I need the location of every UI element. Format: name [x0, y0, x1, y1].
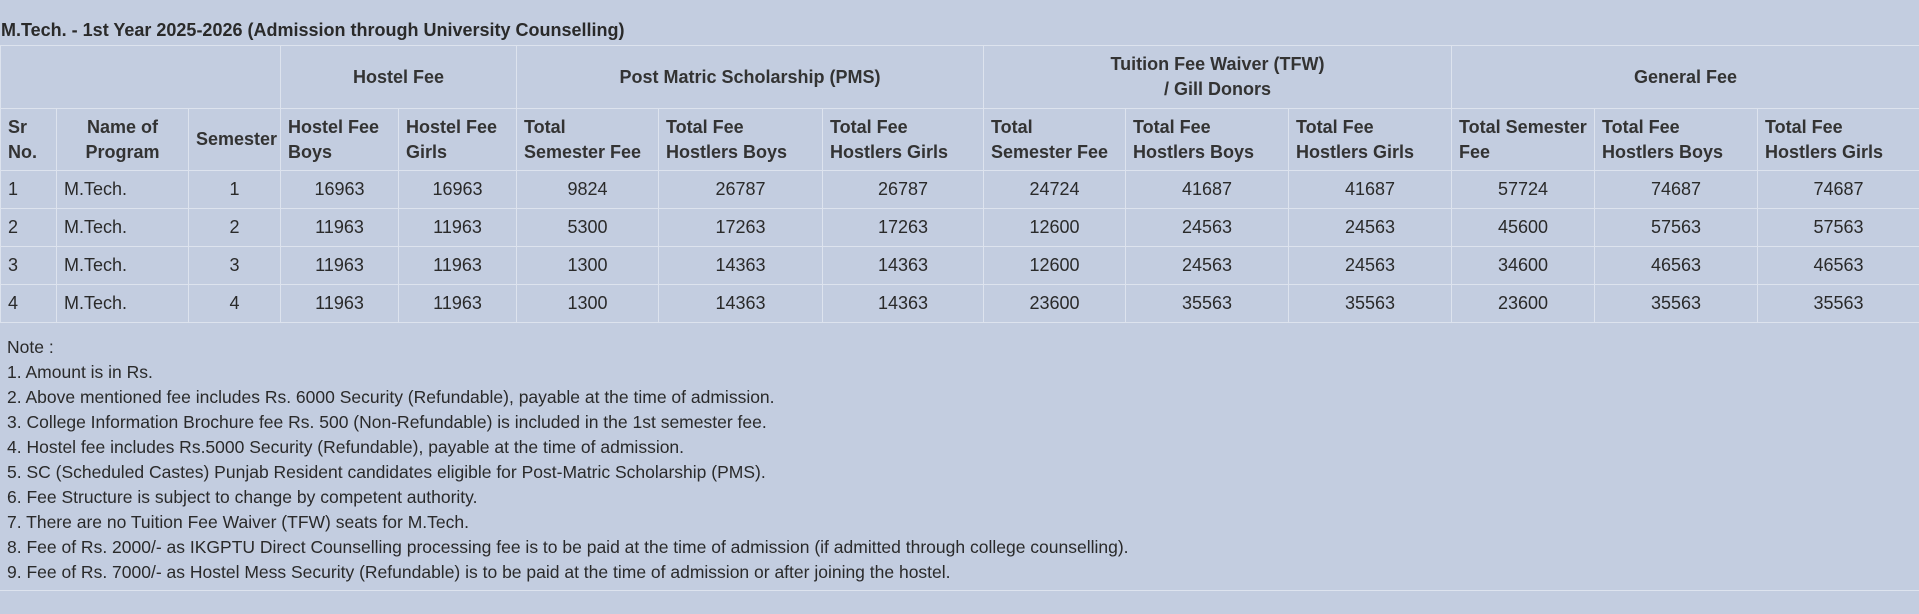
cell-tfw-total: 23600 — [984, 285, 1126, 323]
cell-program: M.Tech. — [57, 285, 189, 323]
table-row — [1, 247, 1919, 285]
cell-pms-boys: 26787 — [659, 171, 823, 209]
cell-gen-girls: 35563 — [1758, 285, 1919, 323]
column-header-pms-total: Total Semester Fee — [517, 109, 659, 171]
cell-sr: 3 — [1, 247, 57, 285]
cell-pms-total: 5300 — [517, 209, 659, 247]
group-header-hostel: Hostel Fee — [281, 46, 517, 109]
cell-program: M.Tech. — [57, 247, 189, 285]
cell-gen-boys: 46563 — [1595, 247, 1758, 285]
cell-tfw-girls: 35563 — [1289, 285, 1452, 323]
cell-program: M.Tech. — [57, 209, 189, 247]
table-row — [1, 209, 1919, 247]
cell-semester: 2 — [189, 209, 281, 247]
group-header-row — [1, 46, 1919, 109]
cell-pms-total: 9824 — [517, 171, 659, 209]
group-header-blank — [1, 46, 281, 109]
note-item: 5. SC (Scheduled Castes) Punjab Resident candidates eligible for Post-Matric Scholarship (PMS). — [7, 462, 766, 482]
group-header-general: General Fee — [1452, 46, 1919, 109]
column-header-gen-total: Total Semester Fee — [1452, 109, 1595, 171]
column-header-gen-boys: Total Fee Hostlers Boys — [1595, 109, 1758, 171]
note-item: 8. Fee of Rs. 2000/- as IKGPTU Direct Counselling processing fee is to be paid at the time of admission (if admitted through college counselling). — [7, 537, 1129, 557]
cell-hostel-boys: 11963 — [281, 285, 399, 323]
page-title: M.Tech. - 1st Year 2025-2026 (Admission through University Counselling) — [1, 20, 625, 40]
column-header-hostel-boys: Hostel Fee Boys — [281, 109, 399, 171]
cell-gen-girls: 74687 — [1758, 171, 1919, 209]
column-header-tfw-boys: Total Fee Hostlers Boys — [1126, 109, 1289, 171]
group-header-tfw-line2: / Gill Donors — [1164, 79, 1272, 99]
note-item: 1. Amount is in Rs. — [7, 362, 153, 382]
cell-pms-girls: 14363 — [823, 247, 984, 285]
cell-tfw-total: 12600 — [984, 209, 1126, 247]
bottom-divider — [0, 590, 1919, 591]
note-item: 3. College Information Brochure fee Rs. 500 (Non-Refundable) is included in the 1st semester fee. — [7, 412, 767, 432]
column-header-pms-boys: Total Fee Hostlers Boys — [659, 109, 823, 171]
cell-tfw-total: 12600 — [984, 247, 1126, 285]
cell-pms-total: 1300 — [517, 285, 659, 323]
cell-gen-girls: 46563 — [1758, 247, 1919, 285]
cell-sr: 4 — [1, 285, 57, 323]
cell-sr: 2 — [1, 209, 57, 247]
cell-semester: 4 — [189, 285, 281, 323]
column-header-hostel-girls: Hostel Fee Girls — [399, 109, 517, 171]
cell-tfw-boys: 24563 — [1126, 209, 1289, 247]
group-header-pms: Post Matric Scholarship (PMS) — [517, 46, 984, 109]
cell-hostel-boys: 11963 — [281, 209, 399, 247]
cell-pms-total: 1300 — [517, 247, 659, 285]
cell-pms-boys: 14363 — [659, 247, 823, 285]
cell-hostel-girls: 16963 — [399, 171, 517, 209]
column-header-pms-girls: Total Fee Hostlers Girls — [823, 109, 984, 171]
cell-tfw-boys: 41687 — [1126, 171, 1289, 209]
cell-semester: 3 — [189, 247, 281, 285]
cell-sr: 1 — [1, 171, 57, 209]
cell-hostel-girls: 11963 — [399, 209, 517, 247]
column-header-gen-girls: Total Fee Hostlers Girls — [1758, 109, 1919, 171]
note-item: 2. Above mentioned fee includes Rs. 6000 Security (Refundable), payable at the time of admission. — [7, 387, 775, 407]
cell-tfw-boys: 35563 — [1126, 285, 1289, 323]
note-item: 6. Fee Structure is subject to change by competent authority. — [7, 487, 478, 507]
cell-gen-total: 34600 — [1452, 247, 1595, 285]
group-header-tfw — [984, 46, 1452, 109]
cell-tfw-total: 24724 — [984, 171, 1126, 209]
cell-gen-boys: 35563 — [1595, 285, 1758, 323]
cell-tfw-girls: 41687 — [1289, 171, 1452, 209]
table-row — [1, 171, 1919, 209]
cell-tfw-boys: 24563 — [1126, 247, 1289, 285]
cell-semester: 1 — [189, 171, 281, 209]
cell-tfw-girls: 24563 — [1289, 209, 1452, 247]
cell-hostel-girls: 11963 — [399, 247, 517, 285]
cell-hostel-girls: 11963 — [399, 285, 517, 323]
cell-gen-girls: 57563 — [1758, 209, 1919, 247]
column-header-sr: Sr No. — [1, 109, 57, 171]
note-item: 4. Hostel fee includes Rs.5000 Security (Refundable), payable at the time of admission. — [7, 437, 685, 457]
cell-gen-boys: 74687 — [1595, 171, 1758, 209]
table-row — [1, 285, 1919, 323]
cell-gen-total: 23600 — [1452, 285, 1595, 323]
cell-gen-total: 45600 — [1452, 209, 1595, 247]
column-header-tfw-girls: Total Fee Hostlers Girls — [1289, 109, 1452, 171]
cell-gen-boys: 57563 — [1595, 209, 1758, 247]
note-item: 7. There are no Tuition Fee Waiver (TFW) seats for M.Tech. — [7, 512, 469, 532]
cell-pms-boys: 14363 — [659, 285, 823, 323]
cell-pms-girls: 17263 — [823, 209, 984, 247]
cell-pms-girls: 14363 — [823, 285, 984, 323]
column-header-semester: Semester — [189, 109, 281, 171]
cell-pms-boys: 17263 — [659, 209, 823, 247]
column-header-tfw-total: Total Semester Fee — [984, 109, 1126, 171]
group-header-tfw-line1: Tuition Fee Waiver (TFW) — [1110, 54, 1325, 74]
cell-hostel-boys: 16963 — [281, 171, 399, 209]
cell-tfw-girls: 24563 — [1289, 247, 1452, 285]
note-item: 9. Fee of Rs. 7000/- as Hostel Mess Security (Refundable) is to be paid at the time of admission or after joining the hostel. — [7, 562, 951, 582]
cell-pms-girls: 26787 — [823, 171, 984, 209]
notes-section — [7, 335, 1129, 585]
fee-table — [0, 45, 1919, 323]
cell-program: M.Tech. — [57, 171, 189, 209]
column-header-row — [1, 109, 1919, 171]
cell-gen-total: 57724 — [1452, 171, 1595, 209]
cell-hostel-boys: 11963 — [281, 247, 399, 285]
notes-heading: Note : — [7, 337, 54, 357]
column-header-program: Name of Program — [57, 109, 189, 171]
